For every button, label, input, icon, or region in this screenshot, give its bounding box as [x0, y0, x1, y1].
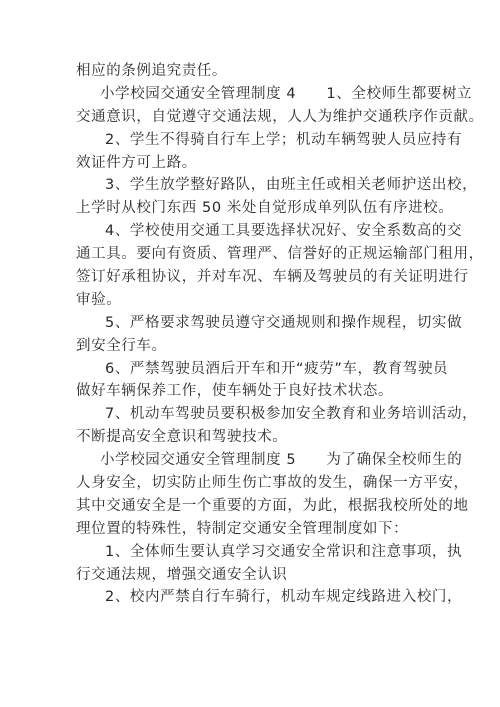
- text-line: 其中交通安全是一个重要的方面，为此，根据我校所处的地: [76, 497, 469, 514]
- list-item-line: 4、学校使用交通工具要选择状况好、安全系数高的交: [105, 223, 463, 240]
- list-item-line: 3、学生放学整好路队，由班主任或相关老师护送出校，: [105, 177, 478, 194]
- text-line: 上学时从校门东西 50 米处自觉形成单列队伍有序进校。: [76, 200, 454, 217]
- text-line: 到安全行车。: [76, 337, 167, 354]
- list-item-line: 2、校内严禁自行车骑行，机动车规定线路进入校门，: [105, 589, 463, 606]
- text-line: 行交通法规，增强交通安全认识: [76, 566, 288, 583]
- section-heading-line: 小学校园交通安全管理制度 4 1、全校师生都要树立: [100, 85, 473, 102]
- list-item-line: 6、严禁驾驶员酒后开车和开“疲劳”车，教育驾驶员: [105, 360, 449, 377]
- text-line: 不断提高安全意识和驾驶技术。: [76, 429, 288, 446]
- text-line: 签订好承租协议，并对车况、车辆及驾驶员的有关证明进行: [76, 269, 469, 286]
- text-line: 通工具。要向有资质、管理严、信誉好的正规运输部门租用，: [76, 246, 484, 263]
- text-line: 做好车辆保养工作，使车辆处于良好技术状态。: [76, 383, 394, 400]
- text-line: 效证件方可上路。: [76, 154, 197, 171]
- list-item-line: 1、全体师生要认真学习交通安全常识和注意事项，执: [105, 543, 463, 560]
- list-item-line: 5、严格要求驾驶员遵守交通规则和操作规程，切实做: [105, 314, 463, 331]
- text-line: 理位置的特殊性，特制定交通安全管理制度如下：: [76, 520, 409, 537]
- document-body: [76, 60, 484, 609]
- text-line: 人身安全，切实防止师生伤亡事故的发生，确保一方平安，: [76, 475, 469, 492]
- section-heading-line: 小学校园交通安全管理制度 5 为了确保全校师生的: [100, 452, 463, 469]
- list-item-line: 2、学生不得骑自行车上学；机动车辆驾驶人员应持有: [105, 131, 463, 148]
- text-line: 审验。: [76, 291, 122, 308]
- list-item-line: 7、机动车驾驶员要积极参加安全教育和业务培训活动，: [105, 406, 478, 423]
- text-line: 相应的条例追究责任。: [76, 63, 227, 79]
- text-line: 交通意识，自觉遵守交通法规，人人为维护交通秩序作贡献。: [76, 108, 484, 125]
